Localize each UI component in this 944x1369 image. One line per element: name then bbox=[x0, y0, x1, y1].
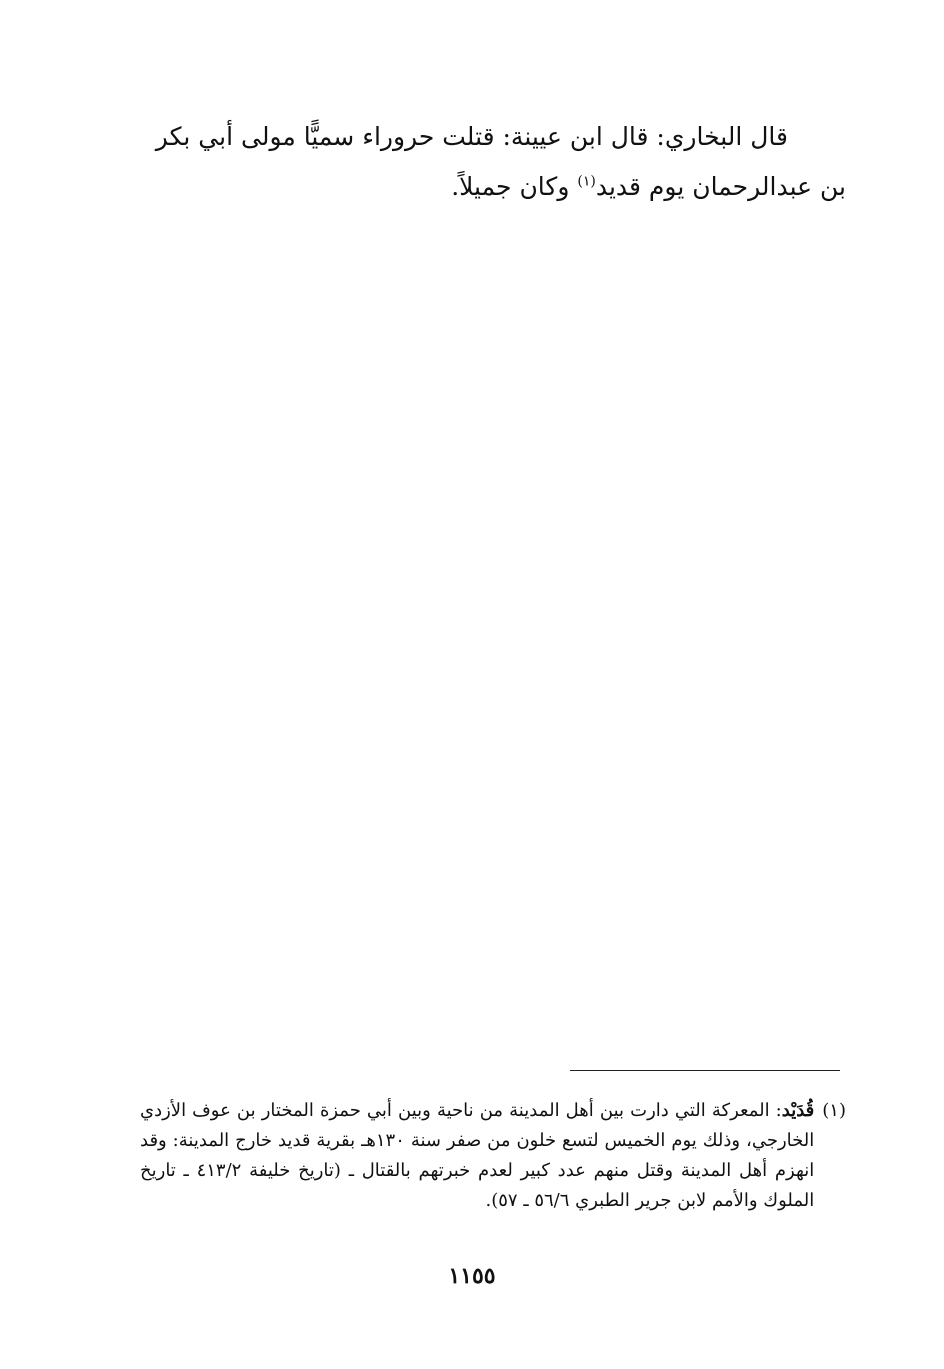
footnote-reference[interactable]: (١) bbox=[577, 173, 596, 190]
main-text-part-2: وكان جميلاً. bbox=[451, 172, 578, 201]
footnote-body bbox=[140, 1096, 814, 1216]
main-text-part-1: قال البخاري: قال ابن عيينة: قتلت حروراء سميًّا مولى أبي بكر بن عبدالرحمان يوم قديد bbox=[155, 122, 846, 201]
page-number: ١١٥٥ bbox=[448, 1263, 496, 1289]
footnote-separator bbox=[570, 1070, 840, 1071]
footnote-headword: قُدَيْد bbox=[781, 1100, 815, 1121]
main-paragraph bbox=[140, 112, 846, 212]
footnote-text: : المعركة التي دارت بين أهل المدينة من ناحية وبين أبي حمزة المختار بن عوف الأزدي الخارجي، وذلك يوم الخميس لتسع خلون من صفر سنة ١٣٠هـ بقرية قديد خارج المدينة: وقد انهزم أهل المدينة وقتل منهم عدد كبير لعدم خبرتهم بالقتال ـ (تاريخ خليفة ٤١٣/٢ ـ تاريخ الملوك والأمم لابن جرير الطبري ٥٦/٦ ـ ٥٧). bbox=[140, 1100, 815, 1211]
footnote bbox=[140, 1096, 846, 1216]
footnote-marker: (١) bbox=[822, 1100, 846, 1121]
